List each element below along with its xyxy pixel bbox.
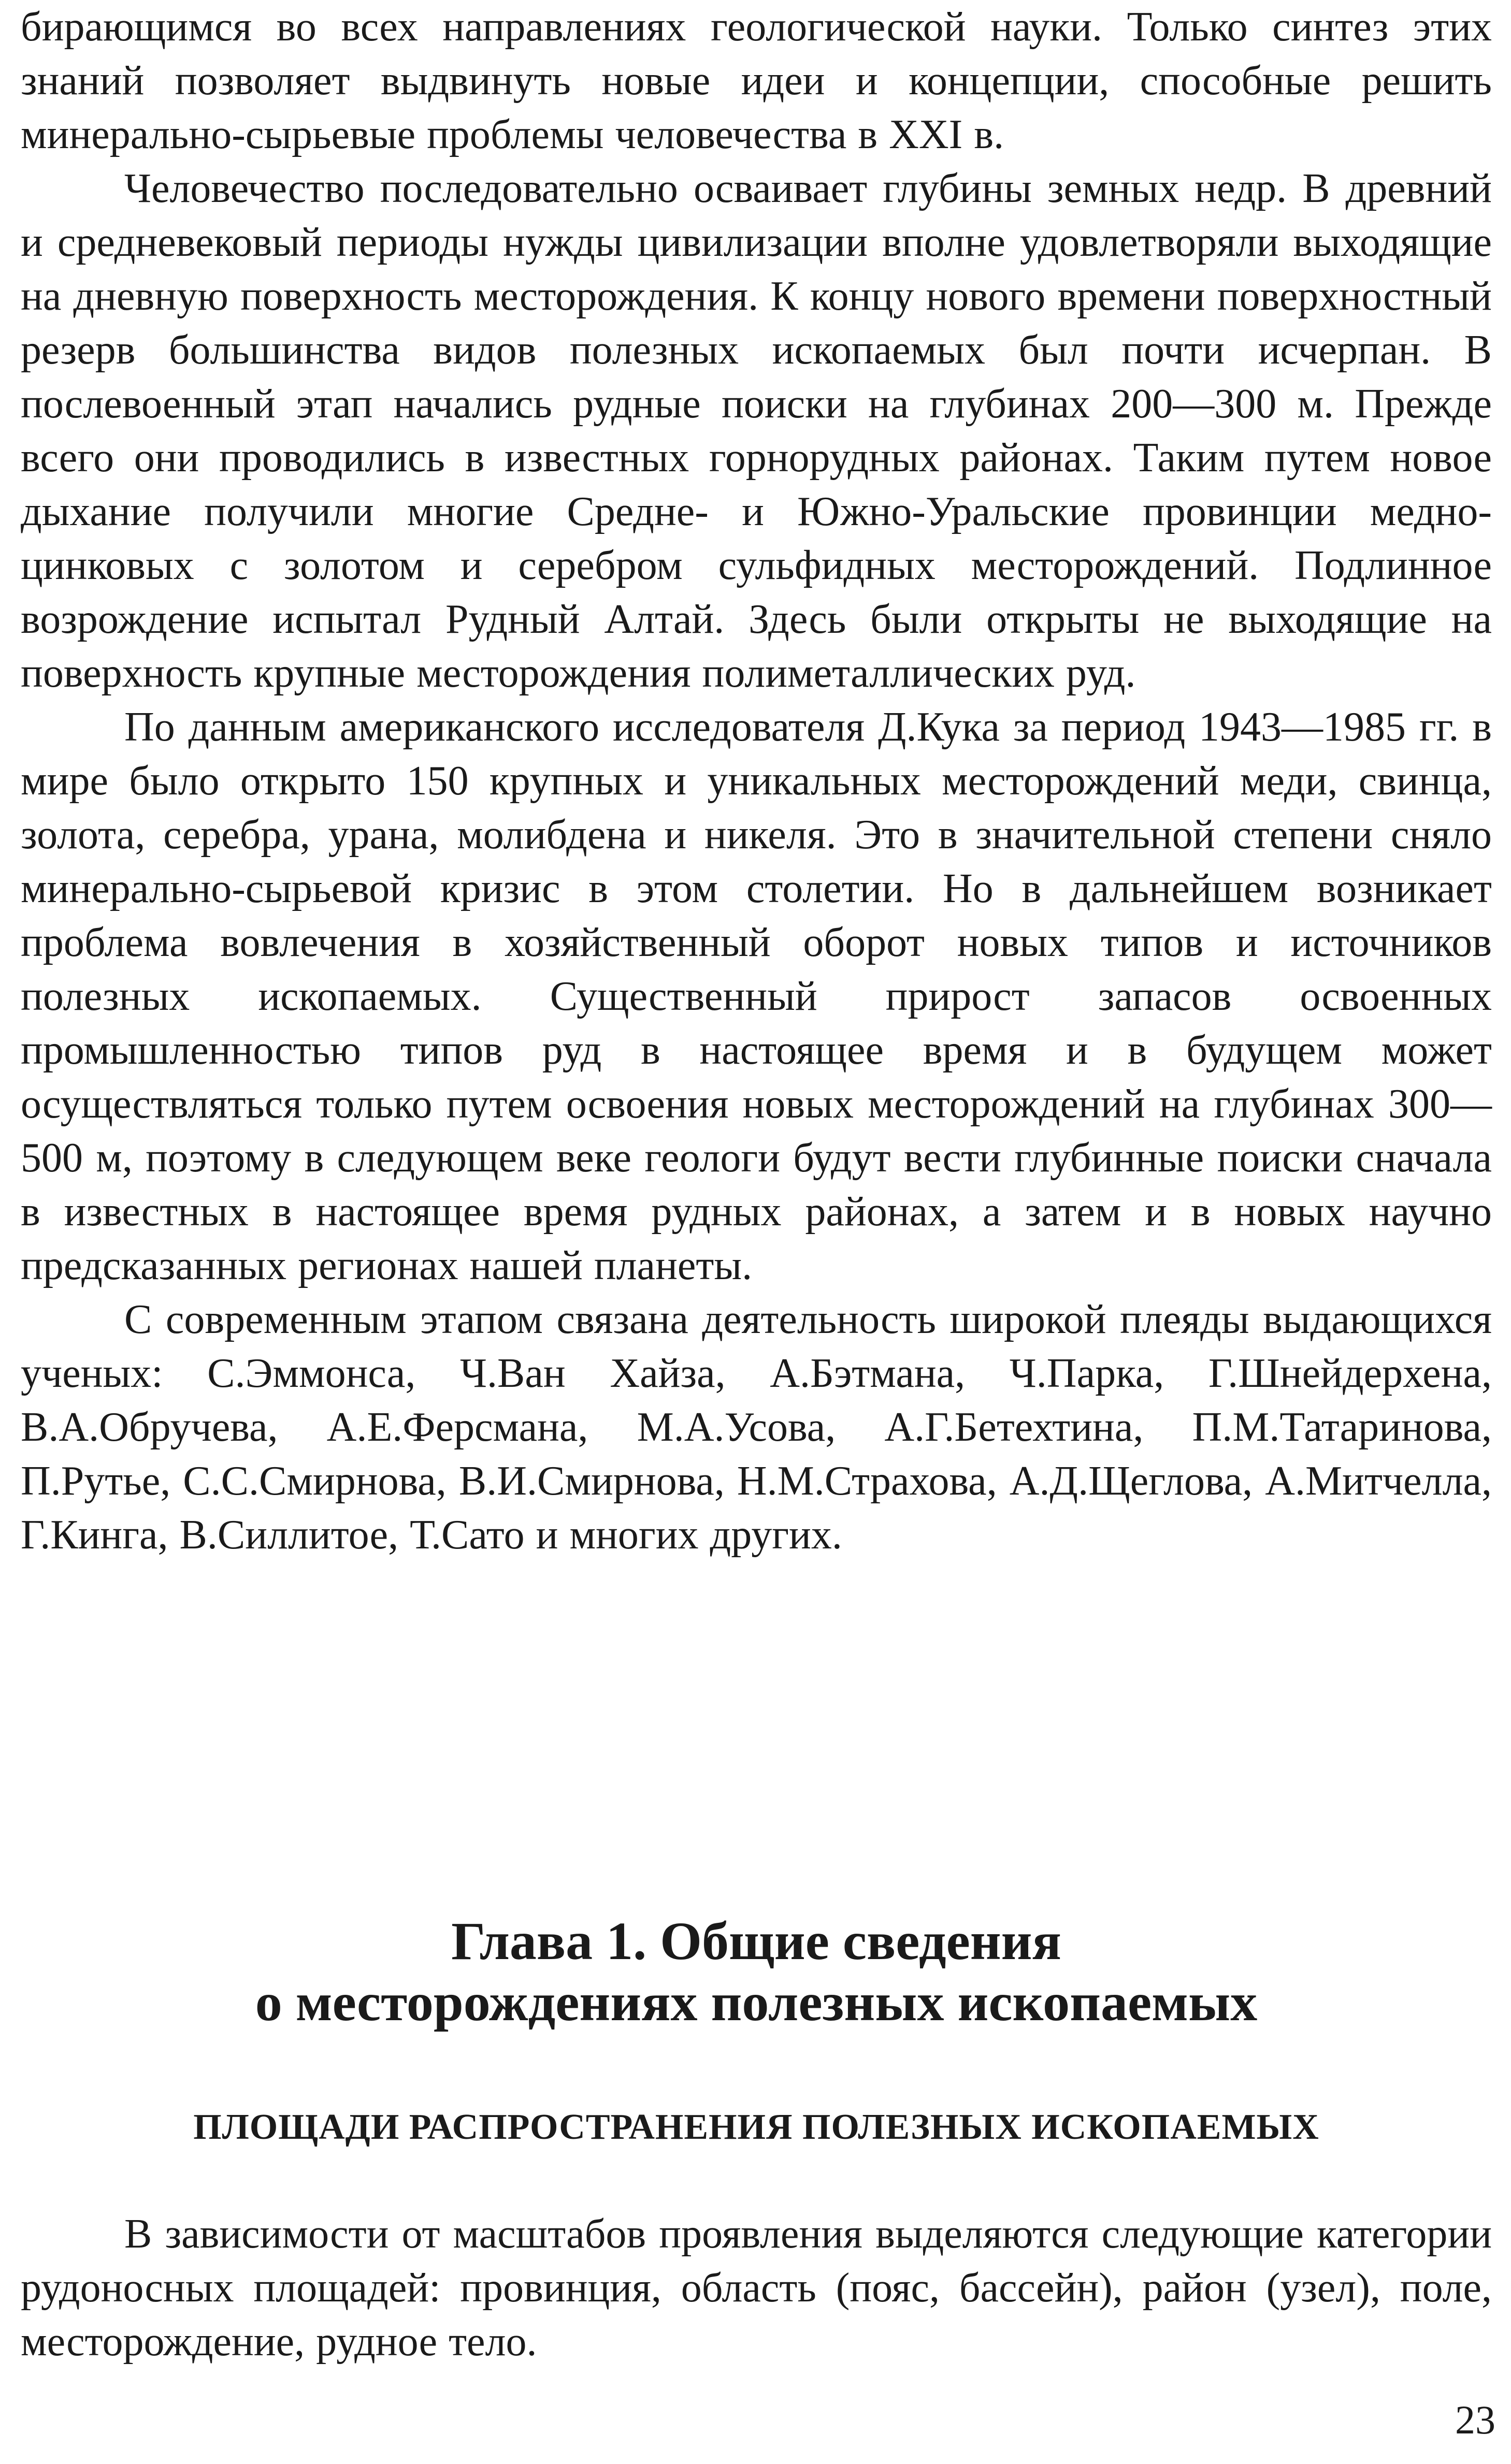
chapter-heading-line-1: Глава 1. Общие сведения (451, 1911, 1061, 1971)
section-heading: ПЛОЩАДИ РАСПРОСТРАНЕНИЯ ПОЛЕЗНЫХ ИСКОПАЕМЫХ (193, 2107, 1319, 2147)
paragraph-categories: В зависимости от масштабов проявления выделяются следующие категории рудоносных площадей: провинция, область (пояс, бассейн), район (узел), поле, месторождение, рудное тело. (21, 2211, 1492, 2365)
paragraph-depths: Человечество последовательно осваивает глубины земных недр. В древний и средневековый периоды нужды цивилизации вполне удовлетворяли выходящие на дневную поверхность месторождения. К концу нового времени поверхностный резерв большинства видов полезных ископаемых был почти исчерпан. В послевоенный этап начались рудные поиски на глубинах 200—300 м. Прежде всего они проводились в известных горнорудных районах. Таким путем новое дыхание получили многие Средне- и Южно-Уральские провинции медно-цинковых с золотом и серебром сульфидных месторождений. Подлинное возрождение испытал Рудный Алтай. Здесь были открыты не выходящие на поверхность крупные месторождения полиметаллических руд. (21, 166, 1492, 696)
section-body (21, 2207, 1492, 2369)
chapter-heading-line-2: о месторождениях полезных ископаемых (255, 1973, 1258, 2032)
body-text (21, 0, 1492, 1562)
page-number: 23 (1455, 2397, 1495, 2442)
paragraph-continuation: бирающимся во всех направлениях геологической науки. Только синтез этих знаний позволяет выдвинуть новые идеи и концепции, способные решить минерально-сырьевые проблемы человечества в XXI в. (21, 4, 1492, 157)
paragraph-scientists: С современным этапом связана деятельность широкой плеяды выдающихся ученых: С.Эммонса, Ч.Ван Хайза, А.Бэтмана, Ч.Парка, Г.Шнейдерхена, В.А.Обручева, А.Е.Ферсмана, М.А.Усова, А.Г.Бетехтина, П.М.Татаринова, П.Рутье, С.С.Смирнова, В.И.Смирнова, Н.М.Страхова, А.Д.Щеглова, А.Митчелла, Г.Кинга, В.Силлитое, Т.Сато и многих других. (21, 1297, 1492, 1558)
chapter-heading (21, 1911, 1492, 2033)
paragraph-cook-data: По данным американского исследователя Д.Кука за период 1943—1985 гг. в мире было открыто 150 крупных и уникальных месторождений меди, свинца, золота, серебра, урана, молибдена и никеля. Это в значительной степени сняло минерально-сырьевой кризис в этом столетии. Но в дальнейшем возникает проблема вовлечения в хозяйственный оборот новых типов и источников полезных ископаемых. Существенный прирост запасов освоенных промышленностью типов руд в настоящее время и в будущем может осуществляться только путем освоения новых месторождений на глубинах 300—500 м, поэтому в следующем веке геологи будут вести глубинные поиски сначала в известных в настоящее время рудных районах, а затем и в новых научно предсказанных регионах нашей планеты. (21, 704, 1492, 1288)
